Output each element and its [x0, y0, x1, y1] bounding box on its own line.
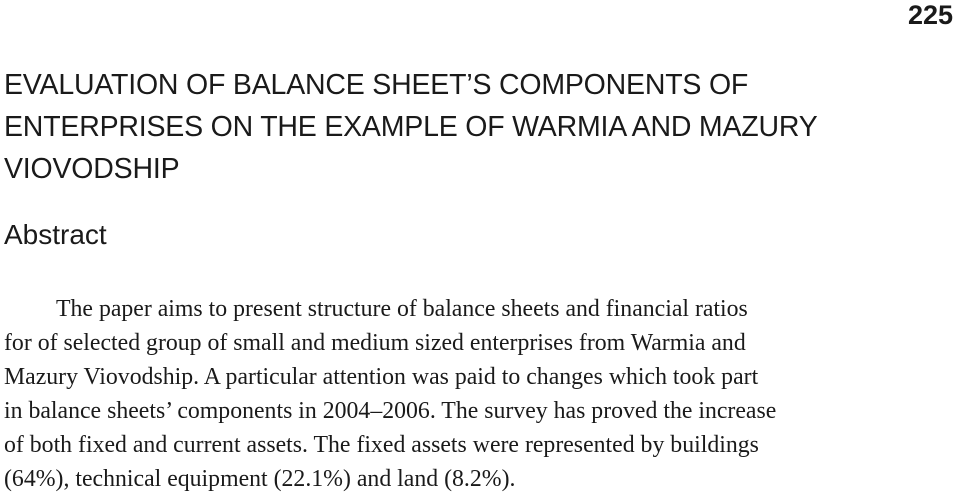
paper-title-line-2: ENTERPRISES ON THE EXAMPLE OF WARMIA AND MAZURY — [4, 111, 818, 143]
abstract-line-1: The paper aims to present structure of balance sheets and financial ratios — [56, 296, 748, 322]
abstract-line-5: of both fixed and current assets. The fixed assets were represented by buildings — [4, 432, 759, 458]
paper-title-line-3: VIOVODSHIP — [4, 153, 180, 185]
abstract-line-2: for of selected group of small and medium sized enterprises from Warmia and — [4, 330, 746, 356]
paper-title-line-1: EVALUATION OF BALANCE SHEET’S COMPONENTS OF — [4, 69, 749, 101]
page-number: 225 — [907, 0, 953, 30]
abstract-paragraph — [4, 292, 954, 496]
abstract-heading: Abstract — [4, 219, 107, 250]
abstract-line-4: in balance sheets’ components in 2004–2006. The survey has proved the increase — [4, 398, 777, 424]
abstract-line-6: (64%), technical equipment (22.1%) and land (8.2%). — [4, 466, 516, 492]
paper-title — [4, 64, 944, 190]
abstract-line-3: Mazury Viovodship. A particular attention was paid to changes which took part — [4, 364, 759, 390]
